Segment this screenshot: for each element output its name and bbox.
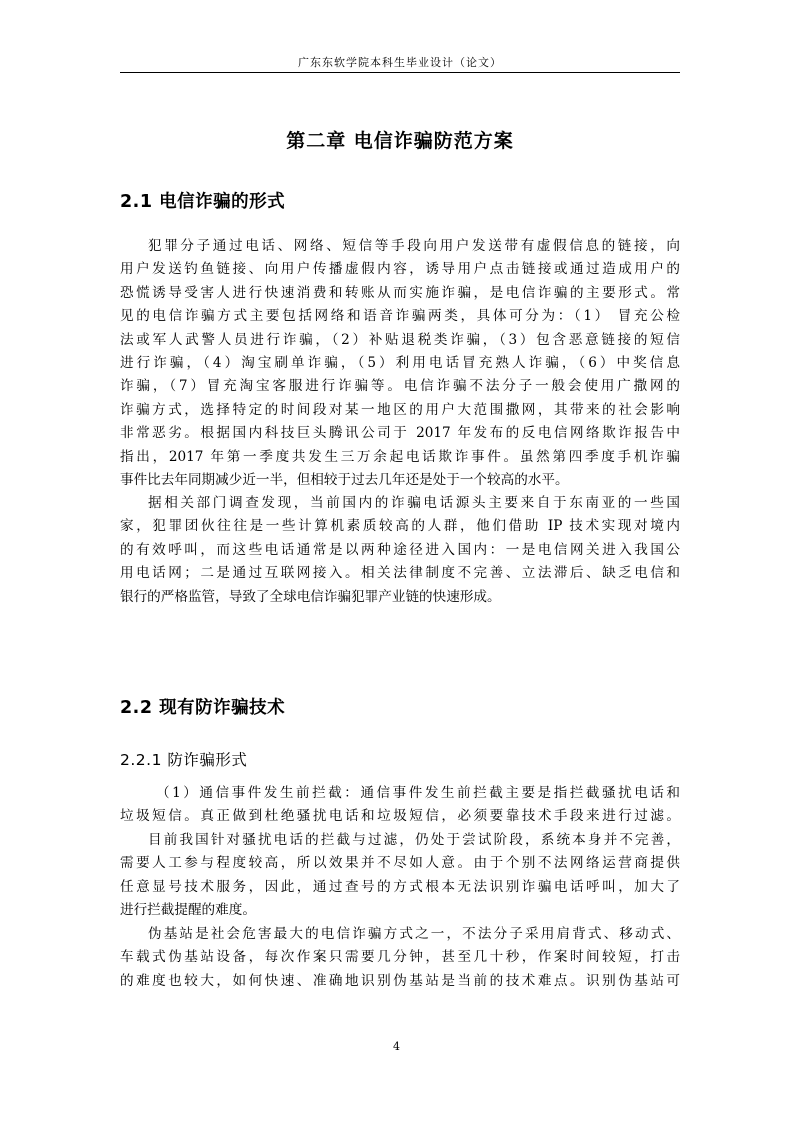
chapter-title: 第二章 电信诈骗防范方案 <box>286 130 514 152</box>
text-line: 事件比去年同期减少近一半，但相较于过去几年还是处于一个较高的水平。 <box>120 471 569 488</box>
text-line: 诈骗，（7）冒充淘宝客服进行诈骗等。电信诈骗不法分子一般会使用广撒网的 <box>120 378 680 395</box>
section-heading-2-2: 2.2 现有防诈骗技术 <box>120 698 286 718</box>
text-line: 进行诈骗，（4）淘宝刷单诈骗，（5）利用电话冒充熟人诈骗，（6）中奖信息 <box>120 354 680 371</box>
section-heading-2-1: 2.1 电信诈骗的形式 <box>120 192 286 212</box>
text-line: 诈骗方式，选择特定的时间段对某一地区的用户大范围撒网，其带来的社会影响 <box>120 401 680 418</box>
text-line: 垃圾短信。真正做到杜绝骚扰电话和垃圾短信，必须要靠技术手段来进行过滤。 <box>120 808 680 825</box>
text-line: 目前我国针对骚扰电话的拦截与过滤，仍处于尝试阶段，系统本身并不完善， <box>148 831 680 848</box>
text-line: 非常恶劣。根据国内科技巨头腾讯公司于 2017 年发布的反电信网络欺诈报告中 <box>120 425 680 442</box>
text-line: 见的电信诈骗方式主要包括网络和语音诈骗两类，具体可分为：（1） 冒充公检 <box>120 308 680 325</box>
text-line: 据相关部门调查发现，当前国内的诈骗电话源头主要来自于东南亚的一些国 <box>148 495 680 511</box>
text-line: 任意显号技术服务，因此，通过查号的方式根本无法识别诈骗电话呼叫，加大了 <box>120 878 680 895</box>
text-line: 用户发送钓鱼链接、向用户传播虚假内容，诱导用户点击链接或通过造成用户的 <box>120 261 680 278</box>
text-line: 法或军人武警人员进行诈骗，（2）补贴退税类诈骗，（3）包含恶意链接的短信 <box>120 331 680 348</box>
text-line: 恐慌诱导受害人进行快速消费和转账从而实施诈骗，是电信诈骗的主要形式。常 <box>120 284 680 301</box>
text-line: 用电话网；二是通过互联网接入。相关法律制度不完善、立法滞后、缺乏电信和 <box>120 565 680 582</box>
text-line: 指出，2017 年第一季度共发生三万余起电话欺诈事件。虽然第四季度手机诈骗 <box>120 448 680 465</box>
text-line: 家，犯罪团伙往往是一些计算机素质较高的人群，他们借助 IP 技术实现对境内 <box>120 518 680 535</box>
text-line: 的难度也较大，如何快速、准确地识别伪基站是当前的技术难点。识别伪基站可 <box>120 972 680 989</box>
text-line: 车载式伪基站设备，每次作案只需要几分钟，甚至几十秒，作案时间较短，打击 <box>120 949 680 966</box>
page-header: 广东东软学院本科生毕业设计（论文） <box>298 56 502 69</box>
text-line: 犯罪分子通过电话、网络、短信等手段向用户发送带有虚假信息的链接，向 <box>148 238 680 254</box>
paragraph <box>120 235 680 492</box>
text-line: 的有效呼叫，而这些电话通常是以两种途径进入国内：一是电信网关进入我国公 <box>120 541 680 558</box>
paragraph <box>120 923 680 993</box>
text-line: （1）通信事件发生前拦截：通信事件发生前拦截主要是指拦截骚扰电话和 <box>156 785 680 801</box>
text-line: 进行拦截提醒的难度。 <box>120 901 256 918</box>
header-rule <box>120 72 680 73</box>
text-line: 需要人工参与程度较高，所以效果并不尽如人意。由于个别不法网络运营商提供 <box>120 855 680 872</box>
page-number: 4 <box>393 1040 400 1053</box>
text-line: 伪基站是社会危害最大的电信诈骗方式之一，不法分子采用肩背式、移动式、 <box>148 926 680 942</box>
subsection-heading-2-2-1: 2.2.1 防诈骗形式 <box>120 751 248 769</box>
paragraph <box>120 782 680 922</box>
text-line: 银行的严格监管，导致了全球电信诈骗犯罪产业链的快速形成。 <box>120 588 501 605</box>
paragraph <box>120 492 680 609</box>
